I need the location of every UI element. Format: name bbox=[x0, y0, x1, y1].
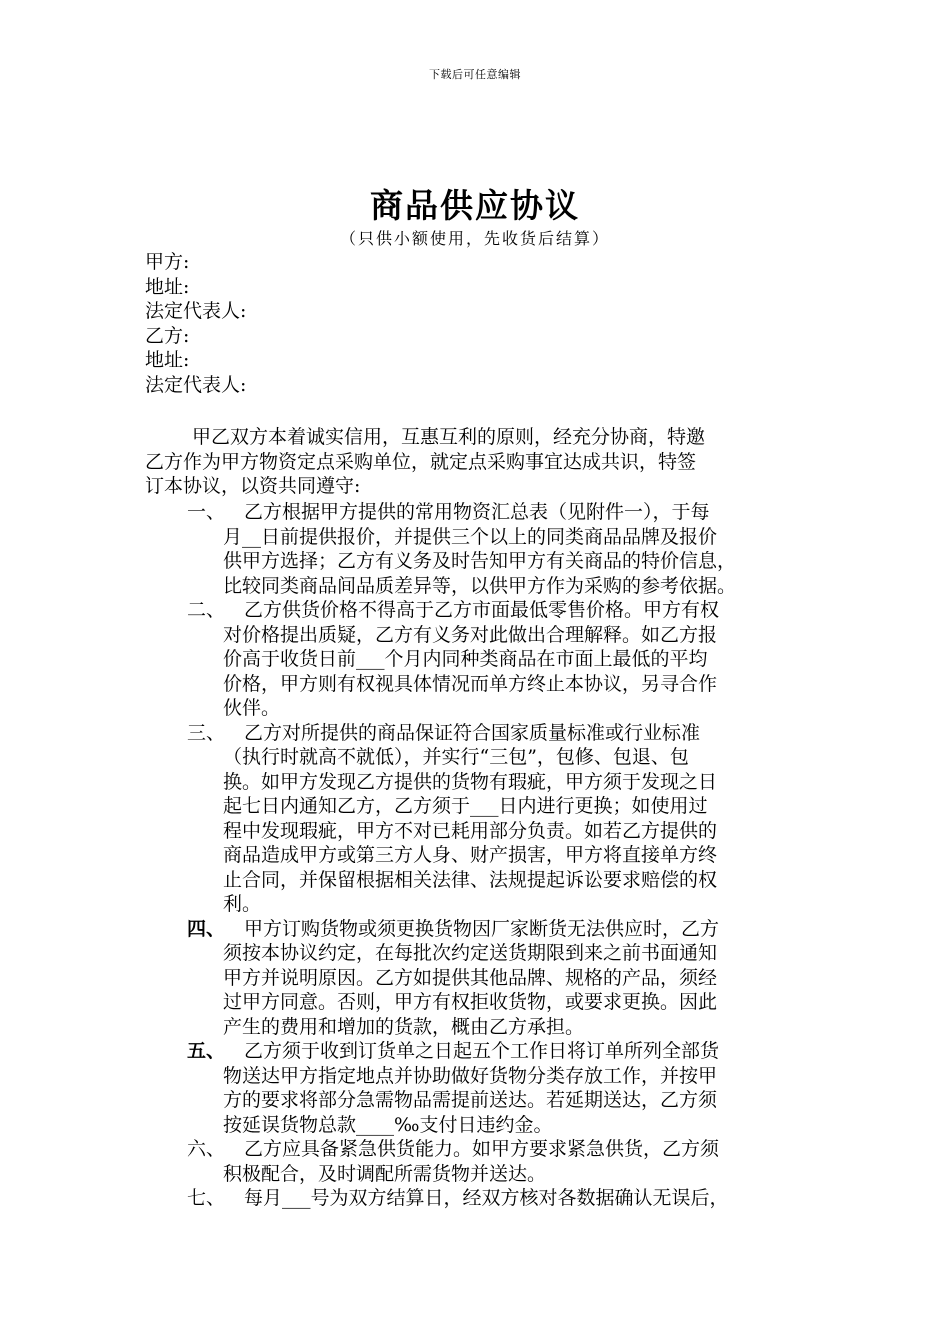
clause-item bbox=[187, 1039, 827, 1137]
clause-text-line: 止合同，并保留根据相关法律、法规提起诉讼要求赔偿的权 bbox=[223, 868, 718, 891]
clause-text-line: 乙方须于收到订货单之日起五个工作日将订单所列全部货 bbox=[244, 1040, 720, 1062]
intro-line: 甲乙双方本着诚实信用，互惠互利的原则，经充分协商，特邀 bbox=[192, 426, 706, 448]
clause-text-line: 比较同类商品间品质差异等，以供甲方作为采购的参考依据。 bbox=[223, 574, 737, 597]
clause-text-line: 产生的费用和增加的货款，概由乙方承担。 bbox=[223, 1015, 585, 1038]
intro-paragraph bbox=[145, 425, 810, 499]
clause-number: 一、 bbox=[187, 501, 226, 523]
clause-number: 三、 bbox=[187, 721, 226, 744]
clause-text-line: 换。如甲方发现乙方提供的货物有瑕疵，甲方须于发现之日 bbox=[223, 770, 718, 793]
clause-item bbox=[187, 500, 827, 598]
intro-line: 订本协议，以资共同遵守: bbox=[145, 475, 361, 497]
clause-text-line: 乙方根据甲方提供的常用物资汇总表（见附件一），于每 bbox=[244, 501, 710, 523]
clause-text-line: （执行时就高不就低），并实行“三包”，包修、包退、包 bbox=[223, 746, 689, 768]
clause-number: 二、 bbox=[187, 599, 226, 621]
clause-text-line: 积极配合，及时调配所需货物并送达。 bbox=[223, 1162, 547, 1185]
clause-number: 七、 bbox=[187, 1187, 226, 1209]
clause-text-line: 每月___号为双方结算日，经双方核对各数据确认无误后， bbox=[244, 1187, 729, 1209]
clause-text-line: 起七日内通知乙方，乙方须于___日内进行更换；如使用过 bbox=[223, 795, 708, 817]
party-b-label: 乙方: bbox=[145, 324, 190, 347]
clause-text-line: 利。 bbox=[223, 893, 262, 915]
clause-text-line: 乙方对所提供的商品保证符合国家质量标准或行业标准 bbox=[244, 721, 701, 744]
party-a-representative-label: 法定代表人: bbox=[145, 300, 247, 322]
clause-text-line: 商品造成甲方或第三方人身、财产损害，甲方将直接单方终 bbox=[223, 844, 718, 866]
clause-text-line: 伙伴。 bbox=[223, 697, 281, 719]
clauses-list bbox=[187, 500, 827, 1211]
party-b-representative-label: 法定代表人: bbox=[145, 373, 247, 396]
party-b-address-label: 地址: bbox=[145, 349, 190, 371]
clause-item bbox=[187, 598, 827, 721]
clause-text-line: 须按本协议约定，在每批次约定送货期限到来之前书面通知 bbox=[223, 942, 718, 964]
clause-item bbox=[187, 1186, 827, 1211]
clause-text-line: 乙方应具备紧急供货能力。如甲方要求紧急供货，乙方须 bbox=[244, 1138, 720, 1160]
clause-text-line: 过甲方同意。否则，甲方有权拒收货物，或要求更换。因此 bbox=[223, 991, 718, 1013]
clause-text-line: 物送达甲方指定地点并协助做好货物分类存放工作，并按甲 bbox=[223, 1064, 718, 1087]
clause-text-line: 程中发现瑕疵，甲方不对已耗用部分负责。如若乙方提供的 bbox=[223, 819, 718, 842]
clause-item bbox=[187, 917, 827, 1040]
clause-item bbox=[187, 1137, 827, 1186]
parties-block bbox=[145, 250, 246, 397]
clause-text-line: 甲方并说明原因。乙方如提供其他品牌、规格的产品，须经 bbox=[223, 966, 718, 989]
clause-text-line: 乙方供货价格不得高于乙方市面最低零售价格。甲方有权 bbox=[244, 599, 720, 621]
clause-text-line: 按延误货物总款____‰支付日违约金。 bbox=[223, 1113, 553, 1136]
clause-number: 六、 bbox=[187, 1138, 226, 1160]
header-note: 下载后可任意编辑 bbox=[429, 68, 521, 81]
clause-number: 四、 bbox=[187, 917, 226, 940]
clause-text-line: 方的要求将部分急需物品需提前送达。若延期送达，乙方须 bbox=[223, 1089, 718, 1111]
clause-item bbox=[187, 721, 827, 917]
party-a-label: 甲方: bbox=[145, 251, 190, 273]
clause-text-line: 供甲方选择；乙方有义务及时告知甲方有关商品的特价信息， bbox=[223, 550, 737, 572]
intro-line: 乙方作为甲方物资定点采购单位，就定点采购事宜达成共识，特签 bbox=[145, 450, 697, 473]
clause-text-line: 月__日前提供报价，并提供三个以上的同类商品品牌及报价 bbox=[223, 525, 718, 548]
party-a-address-label: 地址: bbox=[145, 275, 190, 298]
clause-text-line: 价格，甲方则有权视具体情况而单方终止本协议，另寻合作 bbox=[223, 672, 718, 695]
clause-number: 五、 bbox=[187, 1040, 226, 1062]
document-subtitle: （只供小额使用，先收货后结算） bbox=[339, 229, 610, 248]
clause-text-line: 价高于收货日前___个月内同种类商品在市面上最低的平均 bbox=[223, 648, 708, 670]
clause-text-line: 甲方订购货物或须更换货物因厂家断货无法供应时，乙方 bbox=[244, 917, 720, 940]
clause-text-line: 对价格提出质疑，乙方有义务对此做出合理解释。如乙方报 bbox=[223, 623, 718, 646]
document-title: 商品供应协议 bbox=[370, 186, 580, 225]
